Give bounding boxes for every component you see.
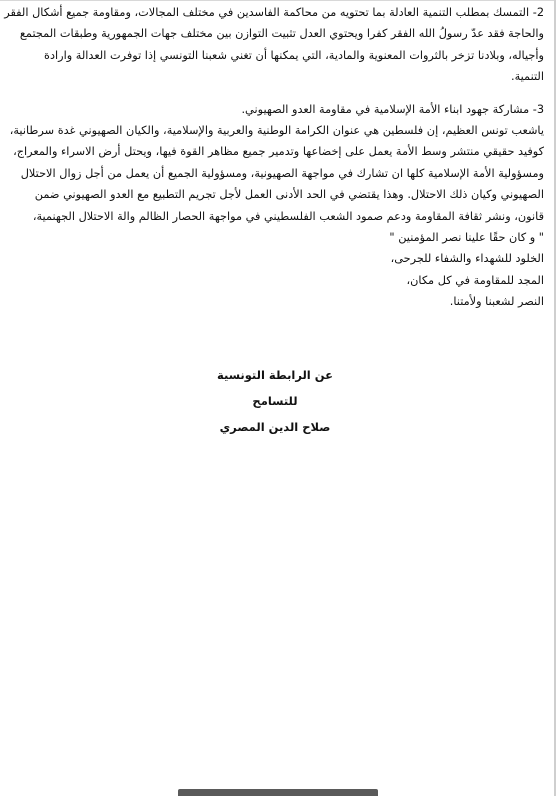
point-2-line-2: والحاجة فقد عدّ رسولُ الله الفقر كفرا ويحتوي العدل تثبيت التوازن بين مختلف جهات الجمهورية وطبقات المجتمع: [19, 27, 544, 41]
document-body: [4, 2, 544, 312]
point-3-line-3: ومسؤولية الأمة الإسلامية كلها ان تشارك في مواجهة الصهيونية، ومسؤولية الجميع أن يعمل من أجل زوال الاحتلال: [20, 166, 544, 180]
point-2-line-4: التنمية.: [511, 70, 544, 84]
point-3-line-4: الصهيوني وكيان ذلك الاحتلال. وهذا يقتضي في الحد الأدنى العمل لأجل تجريم التطبيع مع العدو الصهيوني ضمن: [34, 188, 544, 202]
signature-block: [200, 362, 350, 440]
closing-line-2: المجد للمقاومة في كل مكان،: [406, 273, 544, 287]
point-2-line-1: 2- التمسك بمطلب التنمية العادلة بما تحتويه من محاكمة الفاسدين في مختلف المجالات، ومقاومة جميع أشكال الفقر: [4, 6, 544, 19]
closing-line-1: الخلود للشهداء والشفاء للجرحى،: [390, 252, 544, 266]
signature-name: صلاح الدين المصري: [219, 420, 331, 434]
page-top-border: [0, 0, 556, 1]
point-3-heading: 3- مشاركة جهود ابناء الأمة الإسلامية في مقاومة العدو الصهيوني.: [241, 102, 544, 116]
signature-organization: عن الرابطة التونسية للتسامح: [217, 368, 333, 408]
paragraph-spacer: [14, 88, 544, 99]
point-2-line-3: وأجياله، وبلادنا تزخر بالثروات المعنوية والمادية، التي يمكنها أن تغني شعبنا التونسي إذا توفرت العدالة وارادة: [44, 48, 544, 62]
quran-quote: " و كان حقًا علينا نصر المؤمنين ": [389, 230, 544, 244]
closing-line-3: النصر لشعبنا ولأمتنا.: [449, 295, 544, 309]
point-3-line-1: ياشعب تونس العظيم، إن فلسطين هي عنوان الكرامة الوطنية والعربية والإسلامية، والكيان الصهيوني غدة سرطانية،: [9, 123, 544, 137]
point-3-line-2: كوفيد حقيقي منتشر وسط الأمة يعمل على إخضاعها وتدمير جميع مظاهر القوة فيها، ويحتل أرض الاسراء والمعراج،: [13, 145, 544, 159]
viewer-bottom-bar[interactable]: [178, 789, 378, 796]
point-3-line-5: قانون، ونشر ثقافة المقاومة ودعم صمود الشعب الفلسطيني في مواجهة الحصار الظالم والة الاحتلال الجهنمية،: [32, 209, 544, 223]
